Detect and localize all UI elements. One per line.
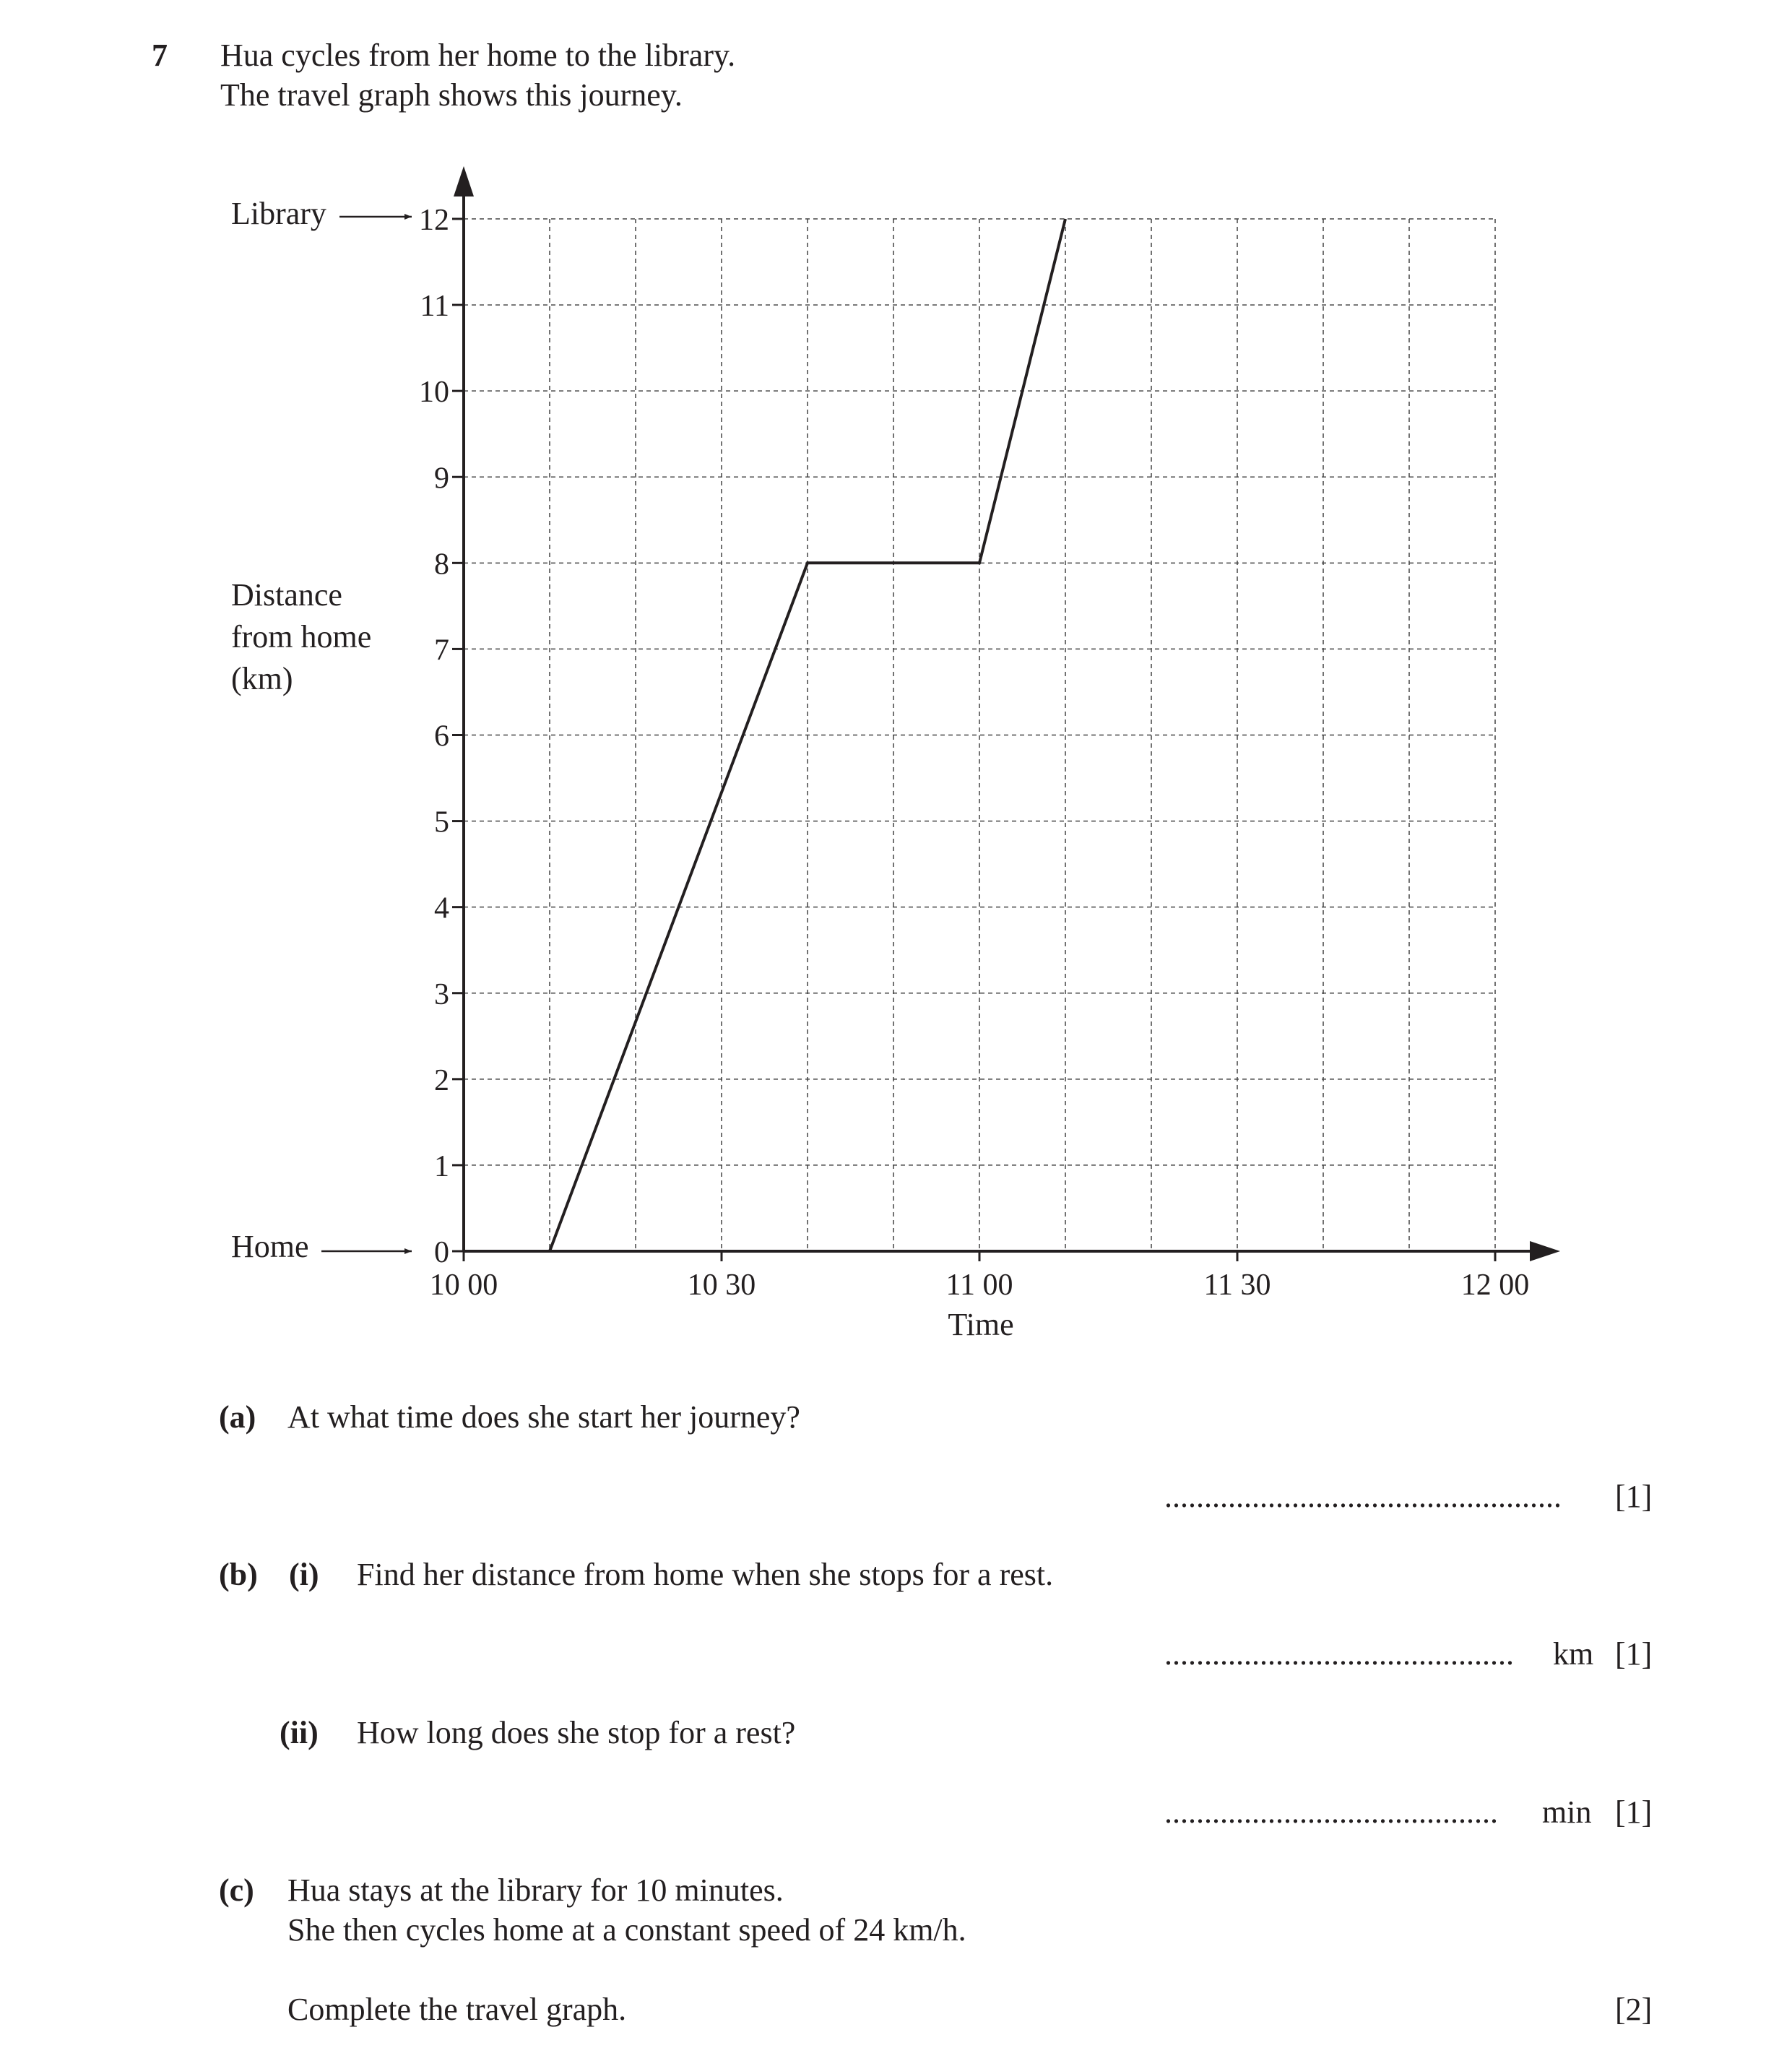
y-tick-label: 8 — [434, 548, 449, 582]
part-b-i-unit: km — [1553, 1636, 1594, 1672]
question-intro-line1: Hua cycles from her home to the library. — [220, 38, 736, 73]
part-b-i-label: (i) — [289, 1557, 319, 1592]
y-axis-label-line3: (km) — [231, 661, 293, 696]
part-b-ii-answer-line[interactable]: .......................................... — [1164, 1794, 1498, 1830]
library-annotation: Library — [231, 196, 326, 231]
part-b-label: (b) — [219, 1557, 258, 1592]
part-c-label: (c) — [219, 1872, 254, 1908]
part-c-marks: [2] — [1615, 1992, 1653, 2027]
y-axis-arrowhead — [454, 166, 474, 196]
y-axis-label-line2: from home — [231, 619, 372, 654]
part-a-label: (a) — [219, 1399, 256, 1435]
y-tick-label: 9 — [434, 462, 449, 496]
part-a-marks: [1] — [1615, 1479, 1653, 1514]
question-intro-line2: The travel graph shows this journey. — [220, 77, 683, 113]
part-a-question: At what time does she start her journey? — [287, 1399, 800, 1435]
y-tick-label: 4 — [434, 891, 449, 925]
part-b-ii-question: How long does she stop for a rest? — [357, 1715, 796, 1750]
part-b-ii-label: (ii) — [280, 1715, 319, 1750]
x-tick-label: 12 00 — [1460, 1269, 1530, 1302]
x-tick-label: 10 30 — [687, 1269, 756, 1302]
part-c-line2: She then cycles home at a constant speed of 24 km/h. — [287, 1912, 966, 1948]
part-a-answer-line[interactable]: .................................................. — [1164, 1479, 1562, 1514]
part-b-ii-marks: [1] — [1615, 1794, 1653, 1830]
y-tick-label: 5 — [434, 805, 449, 839]
part-b-i-answer-line[interactable]: ............................................ — [1164, 1636, 1514, 1672]
y-tick-label: 11 — [420, 290, 449, 324]
part-c-line1: Hua stays at the library for 10 minutes. — [287, 1872, 784, 1908]
y-tick-label: 0 — [434, 1236, 449, 1269]
tick-labels — [419, 204, 1529, 1302]
home-annotation: Home — [231, 1229, 309, 1264]
y-tick-label: 6 — [434, 720, 449, 753]
y-tick-label: 10 — [419, 376, 449, 410]
x-axis-arrowhead — [1530, 1241, 1560, 1261]
part-b-i-marks: [1] — [1615, 1636, 1653, 1672]
question-number: 7 — [152, 38, 168, 73]
x-tick-label: 11 30 — [1203, 1269, 1271, 1302]
x-tick-label: 11 00 — [945, 1269, 1013, 1302]
part-c-line3: Complete the travel graph. — [287, 1992, 627, 2027]
x-tick-label: 10 00 — [429, 1269, 498, 1302]
y-tick-label: 12 — [419, 204, 449, 237]
y-tick-label: 1 — [434, 1149, 449, 1183]
y-tick-label: 7 — [434, 634, 449, 667]
x-axis-label: Time — [948, 1307, 1014, 1342]
part-b-i-question: Find her distance from home when she stops for a rest. — [357, 1557, 1054, 1592]
y-tick-label: 3 — [434, 977, 449, 1011]
grid-lines — [464, 219, 1495, 1251]
axes — [454, 166, 1560, 1261]
y-tick-label: 2 — [434, 1063, 449, 1097]
y-axis-label-line1: Distance — [231, 577, 342, 613]
part-b-ii-unit: min — [1542, 1794, 1592, 1830]
